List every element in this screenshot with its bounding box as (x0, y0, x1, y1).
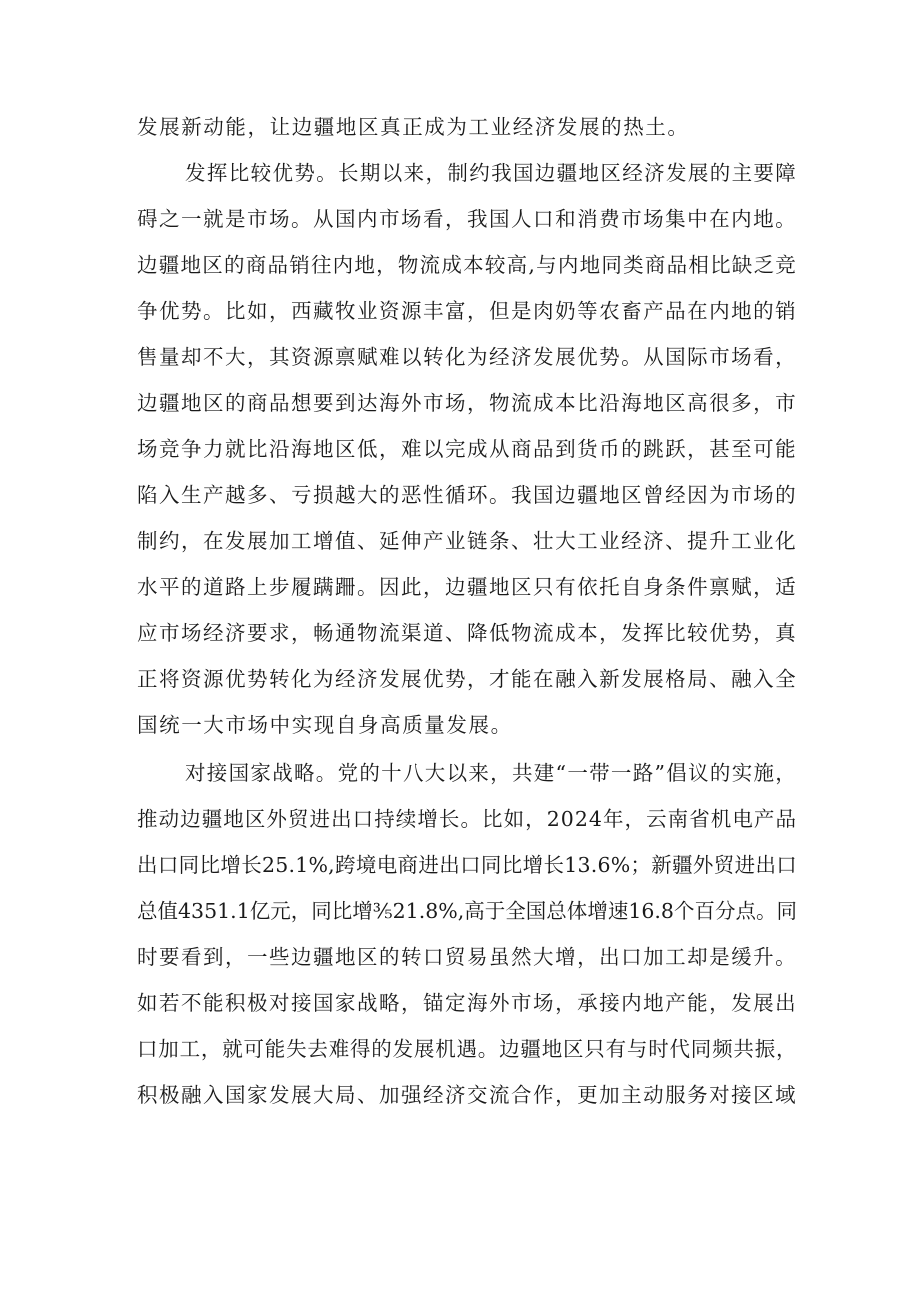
paragraph-2-line-2: 碍之一就是市场。从国内市场看，我国人口和消费市场集中在内地。 (137, 207, 797, 231)
paragraph-2-line-9: 制约，在发展加工增值、延伸产业链条、壮大工业经济、提升工业化 (137, 529, 797, 553)
paragraph-2-line-4: 争优势。比如，西藏牧业资源丰富，但是肉奶等农畜产品在内地的销 (137, 299, 797, 323)
paragraph-2-line-8: 陷入生产越多、亏损越大的恶性循环。我国边疆地区曾经因为市场的 (137, 483, 797, 507)
paragraph-2-line-10: 水平的道路上步履蹒跚。因此，边疆地区只有依托自身条件禀赋，适 (137, 575, 797, 599)
paragraph-2-line-13: 国统一大市场中实现自身高质量发展。 (137, 713, 513, 737)
paragraph-3-line-4: 总值4351.1亿元，同比增⅗21.8%,高于全国总体增速16.8个百分点。同 (137, 899, 797, 923)
paragraph-2-line-7: 场竞争力就比沿海地区低，难以完成从商品到货币的跳跃，甚至可能 (137, 437, 797, 461)
paragraph-2-line-12: 正将资源优势转化为经济发展优势，才能在融入新发展格局、融入全 (137, 667, 797, 691)
text-line-1: 发展新动能，让边疆地区真正成为工业经济发展的热土。 (137, 115, 690, 139)
paragraph-2-line-1: 发挥比较优势。长期以来，制约我国边疆地区经济发展的主要障 (185, 161, 797, 185)
paragraph-2-line-5: 售量却不大，其资源禀赋难以转化为经济发展优势。从国际市场看， (137, 345, 797, 369)
paragraph-2-line-3: 边疆地区的商品销往内地，物流成本较高,与内地同类商品相比缺乏竞 (137, 253, 797, 277)
paragraph-3-line-6: 如若不能积极对接国家战略，锚定海外市场，承接内地产能，发展出 (137, 991, 797, 1015)
paragraph-3-line-2: 推动边疆地区外贸进出口持续增长。比如，2024年，云南省机电产品 (137, 807, 797, 831)
paragraph-3-line-1: 对接国家战略。党的十八大以来，共建“一带一路”倡议的实施， (185, 761, 797, 785)
paragraph-2-line-11: 应市场经济要求，畅通物流渠道、降低物流成本，发挥比较优势，真 (137, 621, 797, 645)
paragraph-3-line-8: 积极融入国家发展大局、加强经济交流合作，更加主动服务对接区域 (137, 1083, 797, 1107)
paragraph-3-line-5: 时要看到，一些边疆地区的转口贸易虽然大增，出口加工却是缓升。 (137, 945, 797, 969)
paragraph-3-line-7: 口加工，就可能失去难得的发展机遇。边疆地区只有与时代同频共振， (137, 1037, 798, 1061)
paragraph-2-line-6: 边疆地区的商品想要到达海外市场，物流成本比沿海地区高很多，市 (137, 391, 797, 415)
paragraph-3-line-3: 出口同比增长25.1%,跨境电商进出口同比增长13.6%；新疆外贸进出口 (137, 853, 797, 877)
